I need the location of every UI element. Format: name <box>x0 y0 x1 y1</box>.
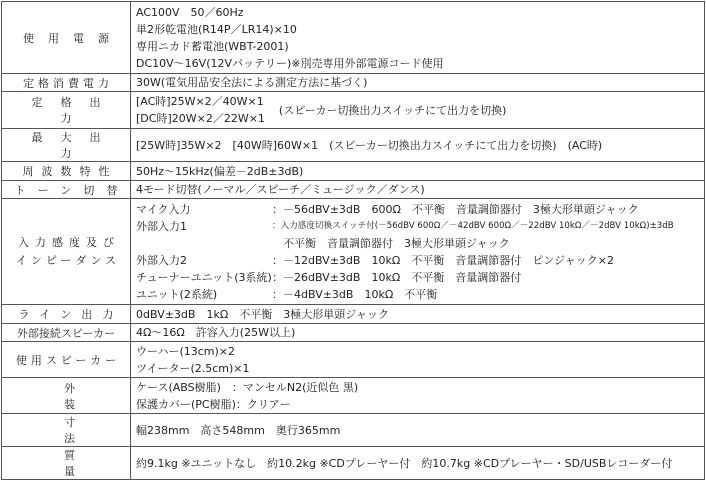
value-line: 約9.1kg ※ユニットなし 約10.2kg ※CDプレーヤー付 約10.7kg ※CDプレーヤー・SD/USBレコーダー付 <box>136 456 673 470</box>
value-line-output <box>131 305 705 324</box>
table-row-power <box>2 2 705 74</box>
value-line: 0dBV±3dB 1kΩ 不平衡 3極大形単頭ジャック <box>136 307 390 321</box>
value-line: 4Ω～16Ω 許容入力(25W以上) <box>136 326 296 339</box>
value-line: 4モード切替(ノーマル／スピーチ／ミュージック／ダンス) <box>136 183 425 196</box>
value-dimensions <box>131 414 705 447</box>
input-value-tuner: ：－26dBV±3dB 10kΩ 不平衡 音量調節器付 <box>272 270 522 284</box>
label-consumption <box>2 74 131 92</box>
table-row-consumption <box>2 74 705 92</box>
label-exterior <box>2 378 137 414</box>
value-inputs <box>131 199 705 305</box>
label-line-output <box>2 305 131 324</box>
label-speakers <box>2 342 131 378</box>
value-line: 専用ニカド蓄電池(WBT-2001) <box>136 39 289 53</box>
table-row-tone <box>2 181 705 199</box>
value-external-speaker <box>131 324 705 342</box>
input-value-ext2: ：－12dBV±3dB 10kΩ 不平衡 音量調節器付 ピンジャック×2 <box>272 253 614 267</box>
value-line: 幅238mm 高さ548mm 奥行365mm <box>136 423 341 437</box>
value-line: ウーハー(13cm)×2 <box>136 344 236 358</box>
value-consumption <box>131 74 705 92</box>
label-tone <box>2 181 131 199</box>
value-line: 30W(電気用品安全法による測定方法に基づく) <box>136 76 368 89</box>
label-text: インピーダンス <box>15 253 121 267</box>
value-line: DC10V～16V(12Vバッテリー)※別売専用外部電源コード使用 <box>136 56 444 70</box>
value-line: [AC時]25W×2／40W×1 <box>136 95 264 108</box>
table-row-max-output <box>2 129 705 162</box>
label-text: 外装 <box>64 381 137 411</box>
value-note: (スピーカー切換出力スイッチにて出力を切換) <box>278 104 507 117</box>
label-dimensions <box>2 414 137 447</box>
input-name-mic: マイク入力 <box>136 202 191 216</box>
input-name-tuner: チューナーユニット(3系統) <box>136 270 272 284</box>
input-value-unit: ：－4dBV±3dB 10kΩ 不平衡 <box>272 287 438 301</box>
value-line: 単2形乾電池(R14P／LR14)×10 <box>136 22 297 36</box>
input-name-ext2: 外部入力2 <box>136 253 187 267</box>
value-line: AC100V 50／60Hz <box>136 5 244 19</box>
input-name-ext1: 外部入力1 <box>136 219 187 233</box>
label-text: 外部接続スピーカー <box>16 326 116 340</box>
value-line: ツイーター(2.5cm)×1 <box>136 361 250 375</box>
value-frequency <box>131 162 705 181</box>
label-text: 質量 <box>64 449 137 478</box>
table-row-inputs <box>2 199 705 305</box>
label-text: 定格消費電力 <box>23 76 113 90</box>
value-line: 保護カバー(PC樹脂)：クリアー <box>136 397 291 411</box>
value-speakers <box>131 342 705 378</box>
table-row-rated-output <box>2 92 705 129</box>
label-max-output <box>2 129 131 162</box>
table-row-frequency <box>2 162 705 181</box>
label-text: ライン出力 <box>18 308 124 321</box>
value-rated-output <box>131 92 705 129</box>
input-value-ext1-cont: 不平衡 音量調節器付 3極大形単頭ジャック <box>272 236 510 250</box>
value-line: ケース(ABS樹脂) ：マンセルN2(近似色 黒) <box>136 380 359 394</box>
label-text: 使用スピーカー <box>15 353 121 367</box>
value-tone <box>131 181 705 199</box>
value-max-output <box>131 129 705 162</box>
value-power <box>131 2 705 74</box>
label-weight <box>2 447 137 480</box>
value-line: [DC時]20W×2／22W×1 <box>136 112 265 125</box>
label-text: 入力感度及び <box>18 235 120 249</box>
table-row-dimensions <box>2 414 705 447</box>
label-text: 最大出力 <box>31 131 119 160</box>
label-text: 周波数特性 <box>22 165 118 178</box>
label-text: 使用電源 <box>23 31 123 45</box>
input-value-ext1: ：入力感度切換スイッチ付(－56dBV 600Ω／－42dBV 600Ω／－22dBV 10kΩ／－2dBV 10kΩ)±3dB <box>272 220 674 231</box>
table-row-exterior <box>2 378 705 414</box>
spec-table <box>1 1 705 480</box>
label-power <box>2 2 131 74</box>
table-row-speakers <box>2 342 705 378</box>
value-line: 50Hz～15kHz(偏差－2dB±3dB) <box>136 164 304 178</box>
input-name-ext1-cont <box>136 235 272 252</box>
value-weight <box>131 447 705 480</box>
label-rated-output <box>2 92 131 129</box>
label-text: トーン切替 <box>14 183 130 197</box>
label-text: 定格出力 <box>31 96 119 125</box>
value-exterior <box>131 378 705 414</box>
input-value-mic: ：－56dBV±3dB 600Ω 不平衡 音量調節器付 3極大形単頭ジャック <box>272 202 639 216</box>
value-line: [25W時]35W×2 [40W時]60W×1 (スピーカー切換出力スイッチにて出力を切換) (AC時) <box>136 138 603 152</box>
table-row-weight <box>2 447 705 480</box>
label-external-speaker <box>2 324 131 342</box>
table-row-external-speaker <box>2 324 705 342</box>
table-row-line-output <box>2 305 705 324</box>
label-inputs <box>2 199 131 305</box>
label-text: 寸法 <box>64 416 137 445</box>
input-name-unit: ユニット(2系統) <box>136 287 218 301</box>
label-frequency <box>2 162 131 181</box>
